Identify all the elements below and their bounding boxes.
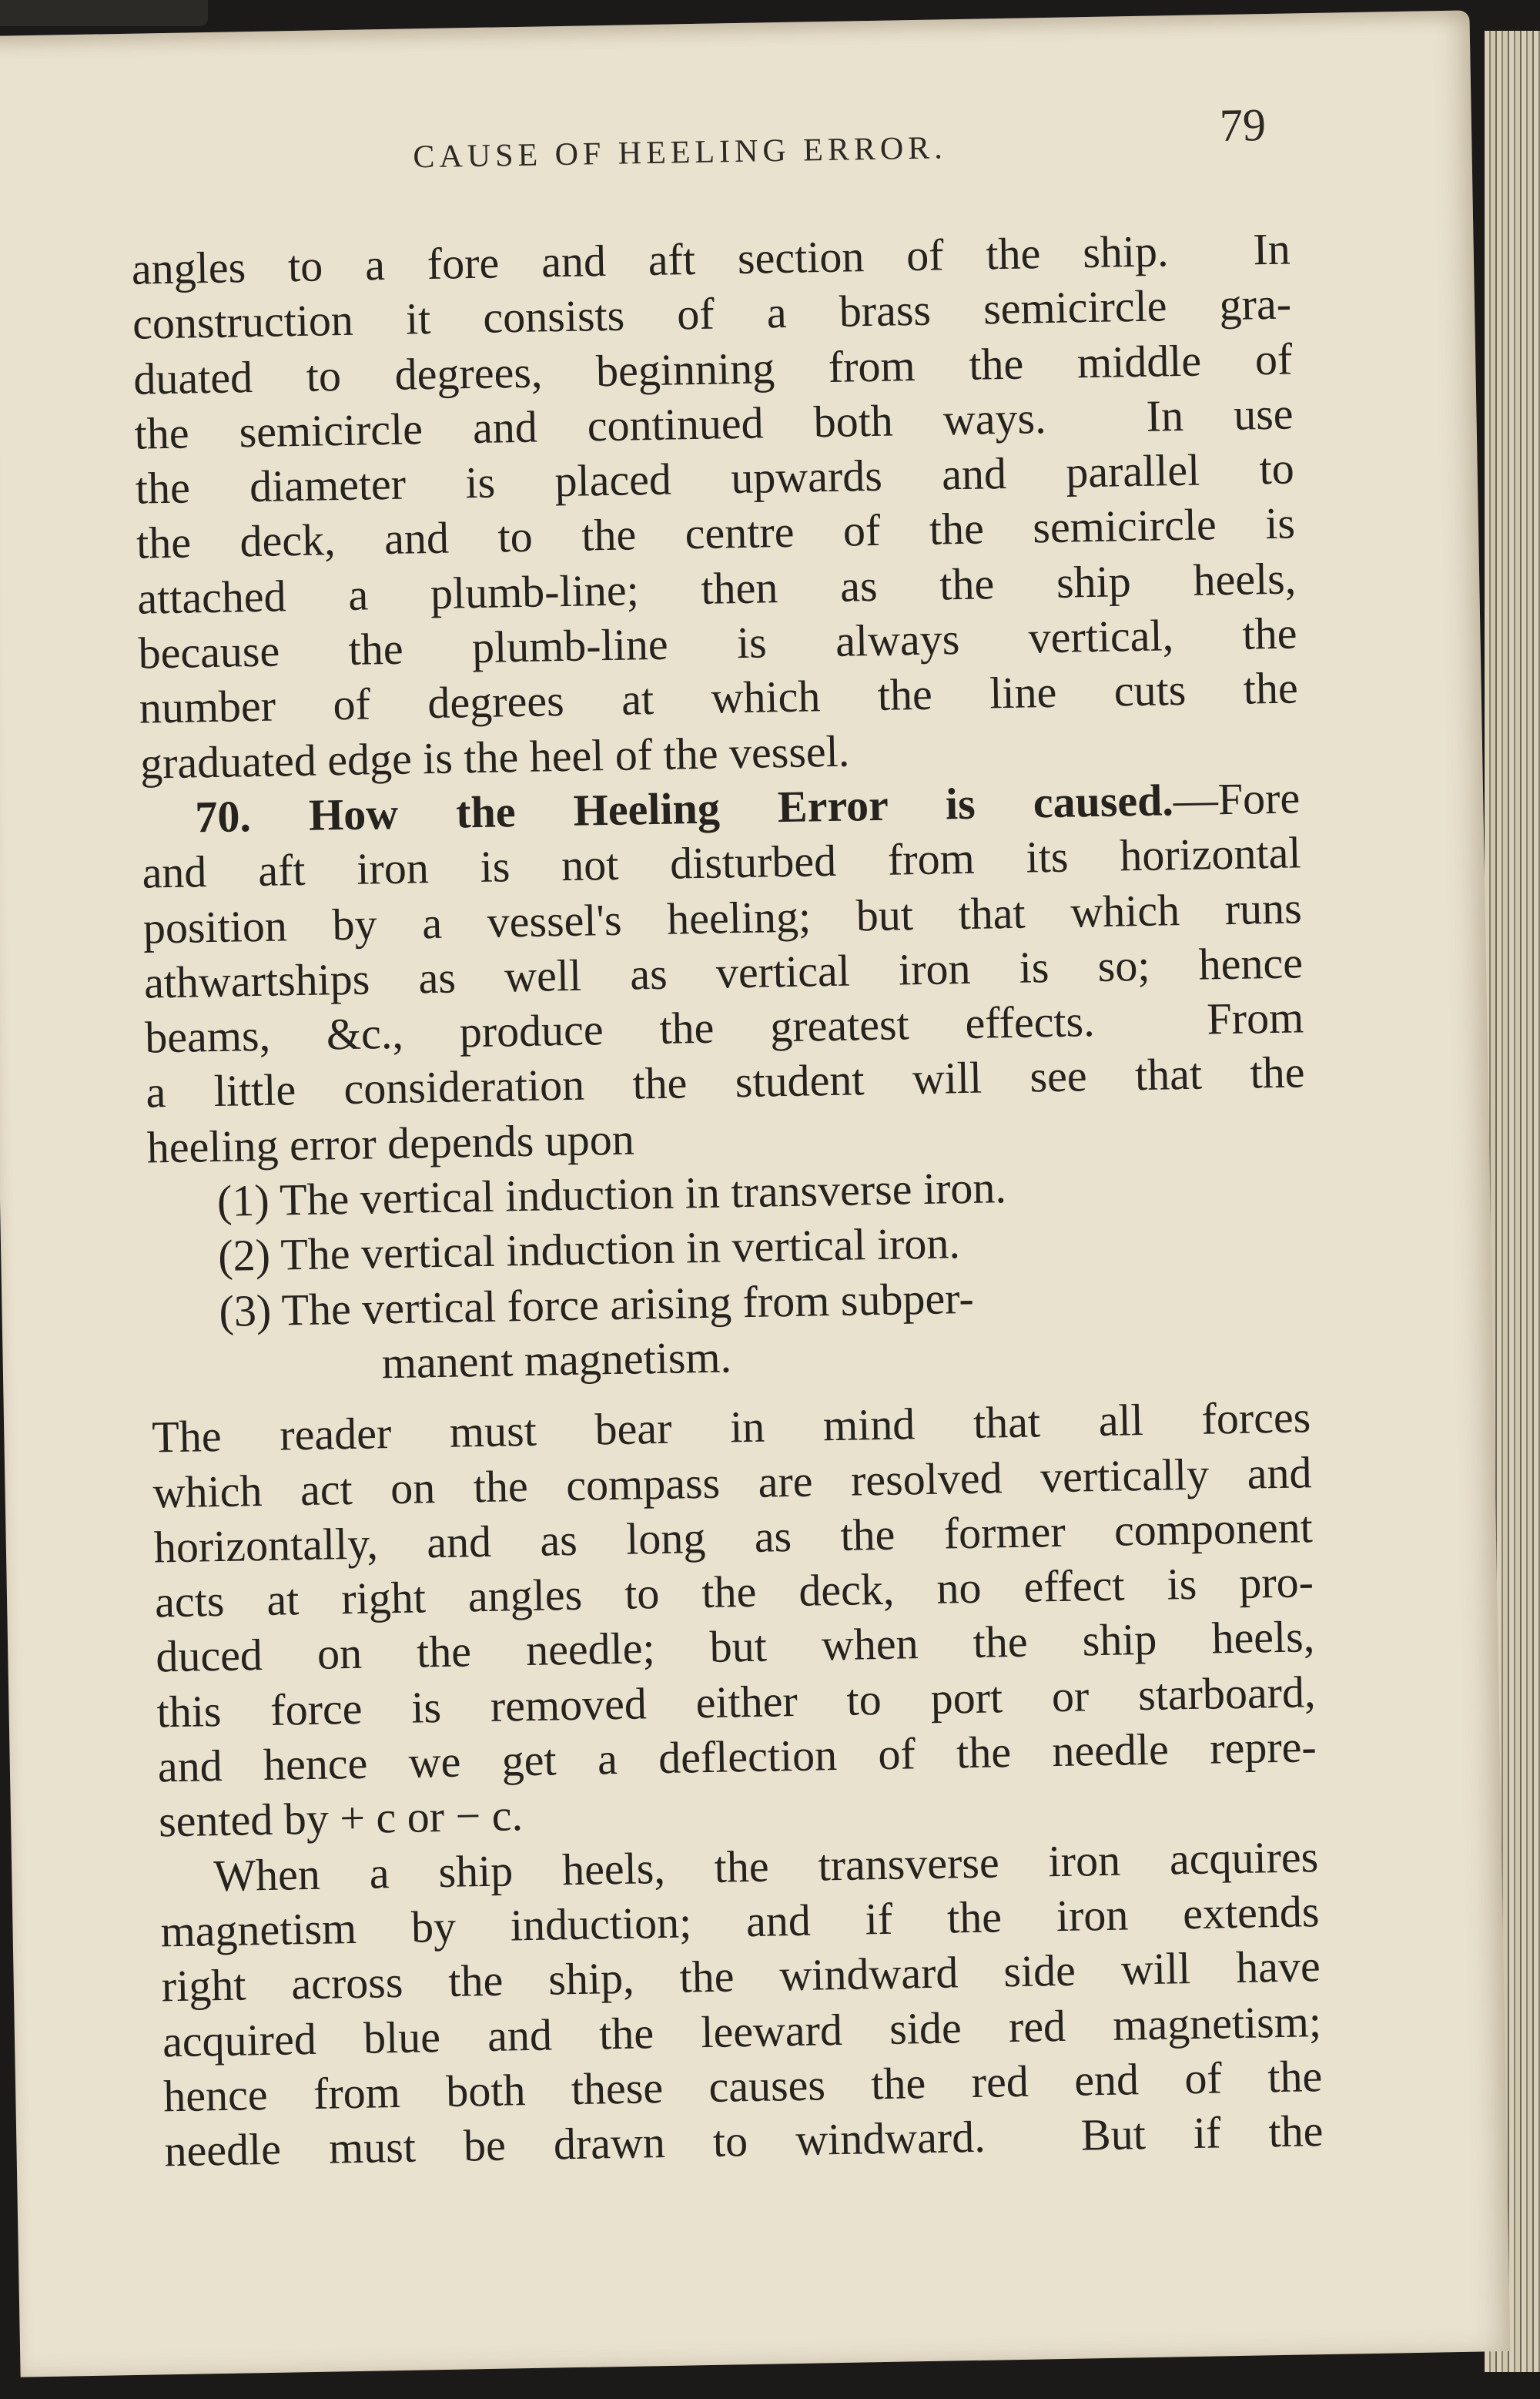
list-text: The vertical induction in vertical iron. [280,1218,961,1280]
text-line: because the plumb-line is always vertical, the [138,608,1297,678]
text-line: which act on the compass are resolved vertically and [152,1446,1312,1518]
text-line: beams, &c., produce the greatest effects. From [144,992,1304,1063]
text-line: angles to a fore and aft section of the ship. In [131,223,1291,294]
text-line: The reader must bear in mind that all forces [151,1392,1311,1463]
text-line: the deck, and to the centre of the semicircle is [136,498,1296,569]
text-line: horizontally, and as long as the former component [153,1502,1314,1573]
section-title: How the Heeling Error is caused. [308,775,1174,840]
text-line: attached a plumb-line; then as the ship heels, [136,553,1297,624]
text-line: acquired blue and the leeward side red magnetism; [162,1995,1322,2066]
text-line: position by a vessel's heeling; but that which runs [142,882,1303,953]
list-marker: (3) [218,1285,272,1336]
text-line: right across the ship, the windward side will have [161,1941,1321,2012]
text-line: number of degrees at which the line cuts the [139,662,1299,734]
section-lead-in: —Fore [1173,772,1301,826]
list-item-continuation: manent magnetism. [381,1332,732,1389]
text-line: and hence we get a deflection of the needle repre- [157,1721,1317,1792]
text-line: duced on the needle; but when the ship heels, [155,1611,1315,1682]
book-cover-edge [0,0,208,26]
text-line: heeling error depends upon [146,1114,635,1173]
text-line: When a ship heels, the transverse iron acquires [213,1831,1319,1901]
list-text: The vertical force arising from subper- [281,1272,975,1335]
text-line: athwartships as well as vertical iron is so; hence [143,937,1304,1008]
text-line: and aft iron is not disturbed from its horizontal [142,827,1301,898]
text-line: graduated edge is the heel of the vessel. [139,725,850,789]
page-number: 79 [1219,99,1267,152]
text-line: this force is removed either to port or starboard, [156,1666,1316,1737]
list-marker: (1) [216,1174,270,1227]
text-line: a little consideration the student will see that the [146,1047,1305,1118]
section-number: 70. [194,791,252,843]
text-line: acts at right angles to the deck, no effect is pro- [154,1556,1314,1627]
text-line: the semicircle and continued both ways. In use [134,388,1294,459]
list-text: The vertical induction in transverse iron. [279,1162,1007,1225]
text-line: hence from both these causes the red end of the [162,2050,1323,2122]
running-head: CAUSE OF HEELING ERROR. [413,130,948,176]
text-line: needle must be drawn to windward. But if the [164,2106,1324,2176]
text-line: construction it consists of a brass semicircle gra- [132,278,1292,350]
text-line: duated to degrees, beginning from the middle of [132,333,1293,404]
text-line: magnetism by induction; and if the iron extends [160,1886,1320,1957]
body-text [131,221,1324,2178]
book-page [0,10,1510,2377]
text-line: sented by + c or − c. [158,1790,524,1847]
text-line: the diameter is placed upwards and parallel to [135,443,1295,514]
list-marker: (2) [217,1230,271,1282]
